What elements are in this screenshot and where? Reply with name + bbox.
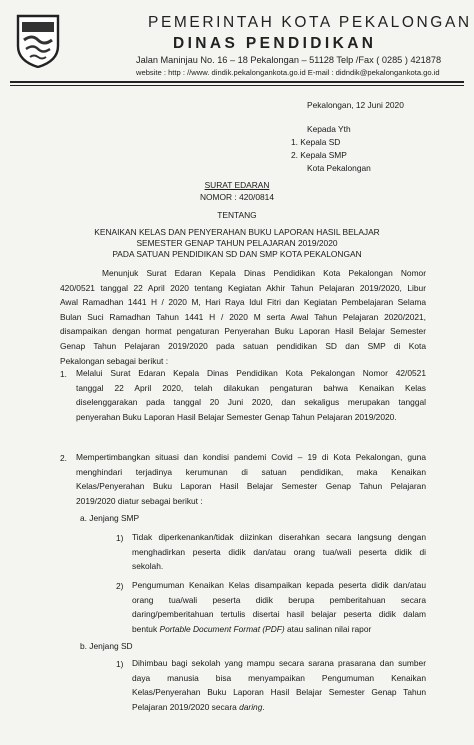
city-emblem-icon (14, 12, 62, 68)
letter-type: SURAT EDARAN (204, 180, 270, 190)
intro-line: Pekalongan sebagai berikut : (60, 355, 169, 366)
letter-number: NOMOR : 420/0814 (199, 192, 274, 202)
address-line: Jalan Maninjau No. 16 – 18 Pekalongan – 51128 Telp /Fax ( 0285 ) 421878 (136, 55, 442, 65)
item-line: Pengumuman Kenaikan Kelas disampaikan kepada peserta didik dan/atau (132, 580, 426, 590)
section-smp-label: a. Jenjang SMP (80, 513, 140, 523)
subject-line: SEMESTER GENAP TAHUN PELAJARAN 2019/2020 (136, 238, 338, 248)
intro-paragraph (60, 266, 426, 368)
text-run: bentuk (132, 623, 160, 634)
item-line: daya manusia bisa menyampaikan Pengumuman Kenaikan (132, 672, 426, 683)
recipient-item: 2. Kepala SMP (291, 150, 347, 160)
org-name: PEMERINTAH KOTA PEKALONGAN (148, 14, 472, 31)
web-email-line: website : http : //www. dindik.pekalongankota.go.id E-mail : didndik@pekalongankota.go.id (136, 68, 440, 77)
item-number: 2) (116, 581, 124, 591)
item-line-last (132, 700, 426, 715)
dept-name: DINAS PENDIDIKAN (173, 35, 377, 52)
item-line: Dihimbau bagi sekolah yang mampu secara sarana prasarana dan sumber (132, 658, 426, 668)
intro-line: Genap Tahun Pelajaran 2019/2020 pada satuan pendidikan SD dan SMP di Kota (60, 340, 426, 351)
subject-line: KENAIKAN KELAS DAN PENYERAHAN BUKU LAPORAN HASIL BELAJAR (94, 227, 380, 237)
sd-item-1 (132, 656, 426, 714)
pdf-term: Portable Document Format (PDF) (159, 623, 285, 634)
letter-about: TENTANG (217, 210, 257, 220)
smp-item-2 (132, 578, 426, 636)
item-line: Kelas/Penyerahan Buku Laporan Hasil Belajar Semester Genap Tahun (132, 687, 426, 698)
item-number: 1) (116, 533, 124, 543)
letter-date: Pekalongan, 12 Juni 2020 (307, 100, 404, 110)
item-line: orang tua/wali peserta didik berupa pemberitahuan secara (132, 594, 426, 605)
smp-item-1 (132, 530, 426, 574)
recipient-intro: Kepada Yth (307, 124, 351, 134)
point-line: diselenggarakan pada tanggal 20 Juni 2020, dan sekaligus merupakan tanggal (76, 397, 426, 408)
point-line: penyerahan Buku Laporan Hasil Belajar Semester Genap Tahun Pelajaran 2019/2020. (76, 411, 397, 422)
item-number: 1) (116, 659, 124, 669)
text-run: atau salinan nilai rapor (284, 623, 372, 634)
intro-line: Bulan Suci Ramadhan Tahun 1441 H / 2020 M serta Awal Tahun Pelajaran 2020/2021, (60, 311, 426, 322)
item-line: Tidak diperkenankan/tidak diizinkan diserahkan secara langsung dengan (132, 532, 426, 542)
recipient-city: Kota Pekalongan (307, 163, 371, 173)
intro-line: Awal Ramadhan 1441 H / 2020 M, Hari Raya Idul Fitri dan Kegiatan Pembelajaran Selama (60, 297, 426, 308)
item-line: sekolah. (132, 561, 164, 572)
intro-line: 420/0521 tanggal 22 April 2020 tentang Kegiatan Akhir Tahun Pelajaran 2019/2020, Libur (60, 282, 426, 293)
item-line: menghadirkan peserta didik dan/atau orang tua/wali peserta didik di (132, 546, 426, 557)
point-line: Melalui Surat Edaran Kepala Dinas Pendidikan Kota Pekalongan Nomor 42/0521 (76, 368, 426, 378)
header-rule-thick (10, 81, 464, 83)
point-number: 2. (60, 453, 67, 463)
header-rule-thin (10, 85, 464, 86)
intro-line: Menunjuk Surat Edaran Kepala Dinas Pendidikan Kota Pekalongan Nomor (102, 268, 426, 278)
intro-line: disampaikan dengan hormat pengaturan Penyerahan Buku Laporan Hasil Belajar Semester (60, 326, 426, 337)
point-1-paragraph (76, 366, 426, 424)
point-line: menghindari terjadinya kerumunan di satuan pendidikan, maka Kenaikan (76, 466, 426, 477)
recipient-item: 1. Kepala SD (291, 137, 341, 147)
item-line: daring/pemberitahuan tertulis disertai hasil belajar peserta didik dalam (132, 609, 426, 620)
point-line: 2019/2020 diatur sebagai berikut : (76, 495, 203, 506)
subject-line: PADA SATUAN PENDIDIKAN SD DAN SMP KOTA PEKALONGAN (112, 249, 362, 259)
point-number: 1. (60, 369, 67, 379)
point-line: tanggal 22 April 2020, telah dilakukan pengaturan bahwa Kenaikan Kelas (76, 382, 426, 393)
point-2-paragraph (76, 450, 426, 508)
text-run: . (262, 701, 265, 712)
daring-term: daring (239, 701, 263, 712)
section-sd-label: b. Jenjang SD (80, 641, 133, 651)
item-line-last (132, 622, 426, 637)
text-run: Pelajaran 2019/2020 secara (132, 701, 240, 712)
point-line: Kelas/Penyerahan Buku Laporan Hasil Belajar Semester Genap Tahun Pelajaran (76, 481, 426, 492)
point-line: Mempertimbangkan situasi dan kondisi pandemi Covid – 19 di Kota Pekalongan, guna (76, 452, 426, 462)
